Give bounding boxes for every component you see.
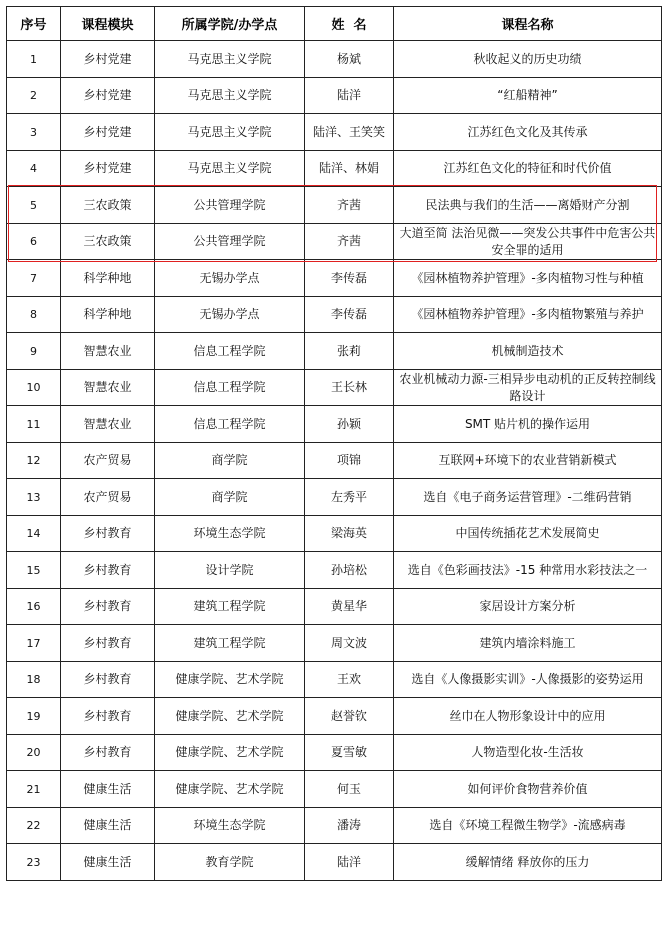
cell-course: 《园林植物养护管理》-多肉植物繁殖与养护 <box>394 297 662 333</box>
cell-name: 王欢 <box>305 662 394 698</box>
cell-course: 大道至简 法治见微——突发公共事件中危害公共安全罪的适用 <box>394 224 662 260</box>
cell-course: 选自《色彩画技法》-15 种常用水彩技法之一 <box>394 552 662 589</box>
cell-college: 设计学院 <box>155 552 305 589</box>
table-row <box>7 114 662 151</box>
table-row <box>7 224 662 260</box>
cell-name: 张莉 <box>305 333 394 370</box>
table-row <box>7 771 662 808</box>
cell-college: 信息工程学院 <box>155 406 305 443</box>
table-row <box>7 625 662 662</box>
cell-course: 选自《环境工程微生物学》-流感病毒 <box>394 808 662 844</box>
cell-module: 乡村教育 <box>61 662 155 698</box>
cell-name: 王长林 <box>305 370 394 406</box>
cell-module: 乡村教育 <box>61 735 155 771</box>
cell-module: 农产贸易 <box>61 479 155 516</box>
cell-module: 健康生活 <box>61 771 155 808</box>
cell-name: 孙培松 <box>305 552 394 589</box>
cell-no: 11 <box>7 406 61 443</box>
cell-name: 孙颖 <box>305 406 394 443</box>
table-row <box>7 808 662 844</box>
cell-name: 潘涛 <box>305 808 394 844</box>
cell-module: 智慧农业 <box>61 370 155 406</box>
cell-course: 互联网+环境下的农业营销新模式 <box>394 443 662 479</box>
cell-no: 14 <box>7 516 61 552</box>
header-no: 序号 <box>7 7 61 41</box>
cell-no: 21 <box>7 771 61 808</box>
cell-no: 2 <box>7 78 61 114</box>
cell-module: 健康生活 <box>61 844 155 881</box>
cell-course: 民法典与我们的生活——离婚财产分割 <box>394 187 662 224</box>
cell-no: 20 <box>7 735 61 771</box>
cell-college: 健康学院、艺术学院 <box>155 771 305 808</box>
table-row <box>7 589 662 625</box>
cell-college: 公共管理学院 <box>155 187 305 224</box>
cell-college: 商学院 <box>155 479 305 516</box>
cell-name: 陆洋 <box>305 78 394 114</box>
cell-course: 缓解情绪 释放你的压力 <box>394 844 662 881</box>
cell-name: 何玉 <box>305 771 394 808</box>
cell-college: 商学院 <box>155 443 305 479</box>
cell-college: 健康学院、艺术学院 <box>155 735 305 771</box>
cell-module: 乡村教育 <box>61 625 155 662</box>
cell-no: 1 <box>7 41 61 78</box>
cell-course: 家居设计方案分析 <box>394 589 662 625</box>
cell-module: 乡村教育 <box>61 552 155 589</box>
cell-college: 马克思主义学院 <box>155 114 305 151</box>
cell-no: 9 <box>7 333 61 370</box>
cell-no: 7 <box>7 260 61 297</box>
table-body <box>7 41 662 881</box>
cell-no: 15 <box>7 552 61 589</box>
cell-no: 12 <box>7 443 61 479</box>
table-row <box>7 297 662 333</box>
cell-college: 环境生态学院 <box>155 808 305 844</box>
cell-module: 乡村教育 <box>61 698 155 735</box>
cell-module: 三农政策 <box>61 187 155 224</box>
cell-module: 科学种地 <box>61 260 155 297</box>
cell-no: 3 <box>7 114 61 151</box>
cell-module: 乡村党建 <box>61 41 155 78</box>
table-row <box>7 406 662 443</box>
cell-course: 人物造型化妆-生活妆 <box>394 735 662 771</box>
cell-course: 选自《人像摄影实训》-人像摄影的姿势运用 <box>394 662 662 698</box>
cell-module: 乡村党建 <box>61 151 155 187</box>
table-row <box>7 260 662 297</box>
cell-name: 夏雪敏 <box>305 735 394 771</box>
table-row <box>7 370 662 406</box>
cell-no: 23 <box>7 844 61 881</box>
cell-course: 建筑内墙涂料施工 <box>394 625 662 662</box>
cell-name: 陆洋、王笑笑 <box>305 114 394 151</box>
cell-module: 智慧农业 <box>61 333 155 370</box>
cell-college: 无锡办学点 <box>155 260 305 297</box>
cell-module: 乡村党建 <box>61 114 155 151</box>
header-course: 课程名称 <box>394 7 662 41</box>
cell-name: 李传磊 <box>305 260 394 297</box>
cell-name: 杨斌 <box>305 41 394 78</box>
cell-college: 健康学院、艺术学院 <box>155 662 305 698</box>
cell-course: 中国传统插花艺术发展简史 <box>394 516 662 552</box>
cell-college: 环境生态学院 <box>155 516 305 552</box>
header-row <box>7 7 662 41</box>
cell-no: 13 <box>7 479 61 516</box>
cell-module: 三农政策 <box>61 224 155 260</box>
table-row <box>7 78 662 114</box>
cell-name: 陆洋 <box>305 844 394 881</box>
table-row <box>7 698 662 735</box>
table-row <box>7 516 662 552</box>
cell-college: 健康学院、艺术学院 <box>155 698 305 735</box>
cell-name: 左秀平 <box>305 479 394 516</box>
table-row <box>7 552 662 589</box>
cell-name: 李传磊 <box>305 297 394 333</box>
table-row <box>7 443 662 479</box>
cell-module: 乡村教育 <box>61 589 155 625</box>
cell-college: 建筑工程学院 <box>155 625 305 662</box>
cell-name: 梁海英 <box>305 516 394 552</box>
cell-course: 江苏红色文化的特征和时代价值 <box>394 151 662 187</box>
cell-course: 《园林植物养护管理》-多肉植物习性与种植 <box>394 260 662 297</box>
table-row <box>7 187 662 224</box>
cell-name: 齐茜 <box>305 224 394 260</box>
cell-name: 周文波 <box>305 625 394 662</box>
cell-college: 信息工程学院 <box>155 333 305 370</box>
cell-module: 乡村教育 <box>61 516 155 552</box>
cell-no: 17 <box>7 625 61 662</box>
cell-course: “红船精神” <box>394 78 662 114</box>
table-row <box>7 479 662 516</box>
cell-college: 马克思主义学院 <box>155 78 305 114</box>
table-row <box>7 41 662 78</box>
table-row <box>7 662 662 698</box>
cell-module: 乡村党建 <box>61 78 155 114</box>
cell-college: 信息工程学院 <box>155 370 305 406</box>
cell-module: 科学种地 <box>61 297 155 333</box>
header-college: 所属学院/办学点 <box>155 7 305 41</box>
table-row <box>7 735 662 771</box>
cell-module: 智慧农业 <box>61 406 155 443</box>
cell-no: 8 <box>7 297 61 333</box>
cell-module: 健康生活 <box>61 808 155 844</box>
cell-name: 齐茜 <box>305 187 394 224</box>
cell-no: 5 <box>7 187 61 224</box>
cell-no: 10 <box>7 370 61 406</box>
cell-college: 无锡办学点 <box>155 297 305 333</box>
course-table <box>6 6 662 881</box>
cell-course: SMT 贴片机的操作运用 <box>394 406 662 443</box>
cell-name: 黄星华 <box>305 589 394 625</box>
table-row <box>7 151 662 187</box>
cell-college: 教育学院 <box>155 844 305 881</box>
cell-name: 项锦 <box>305 443 394 479</box>
cell-no: 18 <box>7 662 61 698</box>
table-row <box>7 844 662 881</box>
cell-no: 4 <box>7 151 61 187</box>
cell-course: 机械制造技术 <box>394 333 662 370</box>
cell-course: 丝巾在人物形象设计中的应用 <box>394 698 662 735</box>
cell-course: 江苏红色文化及其传承 <box>394 114 662 151</box>
header-module: 课程模块 <box>61 7 155 41</box>
cell-college: 马克思主义学院 <box>155 151 305 187</box>
cell-course: 农业机械动力源-三相异步电动机的正反转控制线路设计 <box>394 370 662 406</box>
cell-name: 赵誉钦 <box>305 698 394 735</box>
cell-college: 公共管理学院 <box>155 224 305 260</box>
cell-college: 马克思主义学院 <box>155 41 305 78</box>
cell-course: 秋收起义的历史功绩 <box>394 41 662 78</box>
header-name: 姓 名 <box>305 7 394 41</box>
cell-college: 建筑工程学院 <box>155 589 305 625</box>
table-row <box>7 333 662 370</box>
cell-no: 22 <box>7 808 61 844</box>
cell-name: 陆洋、林娟 <box>305 151 394 187</box>
cell-course: 如何评价食物营养价值 <box>394 771 662 808</box>
cell-no: 19 <box>7 698 61 735</box>
cell-no: 6 <box>7 224 61 260</box>
cell-module: 农产贸易 <box>61 443 155 479</box>
cell-no: 16 <box>7 589 61 625</box>
cell-course: 选自《电子商务运营管理》-二维码营销 <box>394 479 662 516</box>
